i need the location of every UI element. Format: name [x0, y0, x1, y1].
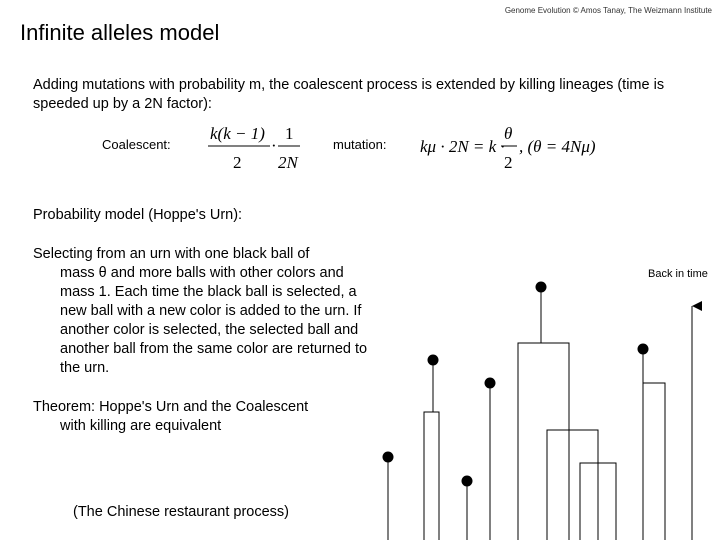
coalescent-denominator-2: 2N [278, 153, 298, 172]
coalescent-numerator-2: 1 [285, 124, 294, 143]
lineage-2 [424, 412, 439, 540]
mutation-dot-1 [383, 452, 394, 463]
theorem-rest: with killing are equivalent [60, 418, 222, 434]
intro-paragraph: Adding mutations with probability m, the coalescent process is extended by killing lineages (time is speeded up by a 2N factor): [33, 77, 665, 112]
mutation-denominator: 2 [504, 153, 513, 172]
back-in-time-label: Back in time [648, 268, 708, 280]
coalescent-label: Coalescent: [102, 137, 171, 152]
coalescent-denominator-1: 2 [233, 153, 242, 172]
mutation-dot-6 [638, 344, 649, 355]
probability-model-heading: Probability model (Hoppe's Urn): [33, 207, 243, 223]
mutation-numerator: θ [504, 124, 513, 143]
coalescent-numerator-1: k(k − 1) [210, 124, 265, 143]
coalescent-box-middle [547, 430, 598, 540]
theorem-first-line: Theorem: Hoppe's Urn and the Coalescent [33, 399, 309, 415]
mutation-label: mutation: [333, 137, 387, 152]
credit-line: Genome Evolution © Amos Tanay, The Weizmann Institute [504, 6, 712, 15]
slide-title: Infinite alleles model [20, 20, 220, 45]
mutation-dot-2 [428, 355, 439, 366]
urn-description-first-line: Selecting from an urn with one black ball of [33, 246, 310, 262]
coalescent-dot: · [271, 136, 277, 155]
chinese-restaurant-note: (The Chinese restaurant process) [73, 504, 289, 520]
mutation-left: kμ · 2N = k · [420, 137, 505, 156]
urn-description-rest: mass θ and more balls with other colors and mass 1. Each time the black ball is selected, a new ball with a new color is added to the urn. If another color is selected, the selected ball and another ball from the same color are returned to the urn. [60, 265, 368, 376]
mutation-dot-4 [485, 378, 496, 389]
coalescent-box-outer [518, 343, 569, 540]
mutation-dot-5 [536, 282, 547, 293]
mutation-right: , (θ = 4Nμ) [519, 137, 596, 156]
lineage-right [643, 383, 665, 540]
mutation-dot-3 [462, 476, 473, 487]
